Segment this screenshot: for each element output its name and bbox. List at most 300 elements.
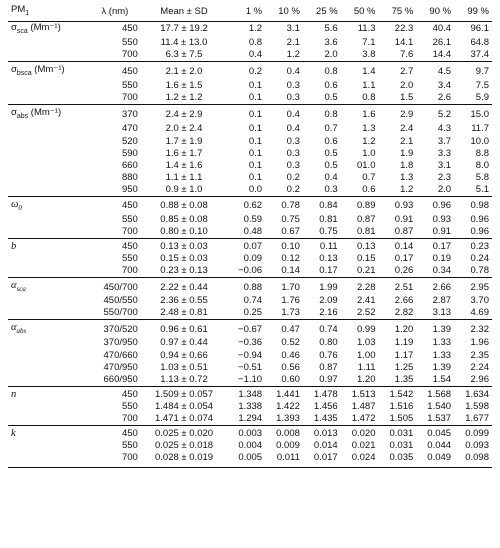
percentile-p1-cell: 0.07: [227, 239, 265, 254]
variable-cell: [8, 253, 89, 265]
percentile-p90-cell: 1.33: [432, 337, 452, 349]
percentile-p1-cell: 1.294: [238, 412, 263, 424]
percentile-p1-cell: 0.8: [248, 37, 263, 49]
wavelength-cell: 370: [89, 105, 141, 123]
wavelength-cell: 700: [121, 265, 138, 277]
percentile-p75-cell: 1.25: [394, 361, 414, 373]
percentile-p10-cell: 0.46: [281, 349, 300, 361]
percentile-p1-cell: 0.1: [248, 80, 263, 92]
mean-sd-cell: 1.7 ± 1.9: [165, 135, 203, 147]
mean-sd-cell: 0.80 ± 0.10: [160, 226, 208, 238]
table-row: [8, 349, 492, 361]
percentile-p10-cell: 0.3: [286, 135, 300, 147]
wavelength-cell: 450: [89, 386, 141, 401]
percentile-p1-cell: 0.1: [248, 159, 263, 171]
table-header: [8, 3, 492, 21]
percentile-p50-cell: 01.0: [356, 159, 376, 171]
percentile-p10-cell: 1.73: [281, 307, 300, 319]
table-row: [8, 265, 492, 278]
percentile-p99-cell: 0.23: [454, 239, 492, 254]
percentile-p99-cell: 0.78: [470, 265, 489, 277]
wavelength-cell: 550: [121, 37, 138, 49]
percentile-p25-cell: 1.478: [303, 386, 341, 401]
percentile-p10-cell: 0.2: [286, 183, 300, 195]
percentile-p99-cell: 0.098: [454, 452, 492, 468]
percentile-p75-cell: 2.82: [394, 307, 414, 319]
variable-subscript: 0: [18, 203, 22, 212]
mean-sd-cell: 0.9 ± 1.0: [165, 183, 203, 195]
percentile-p75-cell: 1.8: [400, 159, 414, 171]
percentile-p10-cell: 1.393: [276, 412, 300, 424]
percentile-p10-cell: 1.441: [265, 386, 303, 401]
mean-sd-cell: 2.4 ± 2.9: [141, 105, 227, 123]
percentile-p25-cell: 1.99: [303, 278, 341, 296]
percentile-p90-cell: 40.4: [432, 23, 452, 35]
percentile-p25-cell: 0.5: [324, 92, 338, 104]
mean-sd-cell: 2.0 ± 2.4: [165, 123, 203, 135]
percentile-p50-cell: 7.1: [362, 37, 376, 49]
wavelength-cell: 700: [121, 49, 138, 61]
wavelength-cell: 550: [121, 253, 138, 265]
table-row: [8, 362, 492, 374]
percentile-p10-cell: 1.422: [276, 400, 300, 412]
percentile-p75-cell: 2.4: [400, 123, 414, 135]
percentile-p90-cell: 2.3: [437, 171, 452, 183]
percentile-p25-cell: 0.6: [324, 135, 338, 147]
percentile-p1-cell: −0.67: [227, 320, 265, 338]
percentile-p10-cell: 0.56: [281, 361, 300, 373]
percentile-p99-cell: 37.4: [470, 49, 489, 61]
percentile-p1-cell: −1.10: [238, 373, 263, 385]
table-row: [8, 278, 492, 296]
variable-cell: [8, 37, 89, 49]
percentile-p50-cell: 1.00: [356, 349, 376, 361]
table-row: [8, 425, 492, 440]
percentile-p99-cell: 15.0: [454, 105, 492, 123]
variable-cell: [8, 123, 89, 135]
table-row: [8, 413, 492, 426]
percentile-p10-cell: 2.1: [286, 37, 300, 49]
mean-sd-cell: 1.6 ± 1.5: [165, 80, 203, 92]
table-row: [8, 320, 492, 338]
percentile-p99-cell: 8.8: [475, 147, 489, 159]
percentile-p10-cell: 0.75: [281, 213, 300, 225]
wavelength-cell: 450: [89, 239, 141, 254]
table-row: [8, 440, 492, 452]
mean-sd-cell: 0.13 ± 0.03: [141, 239, 227, 254]
wavelength-cell: 550: [121, 400, 138, 412]
percentile-p90-cell: 1.568: [416, 386, 454, 401]
percentile-p75-cell: 0.17: [394, 253, 414, 265]
percentile-p99-cell: 0.98: [454, 196, 492, 214]
header-row: [8, 3, 492, 21]
mean-sd-cell: 2.36 ± 0.55: [160, 295, 208, 307]
wavelength-cell: 450: [89, 425, 141, 440]
percentile-p90-cell: 4.5: [416, 62, 454, 80]
variable-cell: [8, 62, 89, 80]
percentile-p90-cell: 2.6: [437, 92, 452, 104]
percentile-p75-cell: 0.035: [378, 452, 416, 468]
table-row: [8, 239, 492, 254]
variable-cell: [8, 105, 89, 123]
table-row: [8, 196, 492, 214]
percentile-p75-cell: 1.19: [394, 337, 414, 349]
variable-cell: [8, 374, 89, 387]
percentile-p10-cell: 0.011: [265, 452, 303, 468]
wavelength-cell: 470/950: [103, 361, 138, 373]
mean-sd-cell: 0.96 ± 0.61: [141, 320, 227, 338]
table-row: [8, 253, 492, 265]
percentile-p75-cell: 2.9: [378, 105, 416, 123]
percentile-p25-cell: 5.6: [324, 23, 338, 35]
table-row: [8, 452, 492, 468]
percentile-p75-cell: 14.1: [394, 37, 414, 49]
wavelength-cell: 520: [121, 135, 138, 147]
wavelength-cell: 590: [121, 147, 138, 159]
header-variable: $PM_1$: [8, 3, 89, 21]
mean-sd-cell: 1.1 ± 1.1: [165, 171, 203, 183]
percentile-p25-cell: 0.84: [303, 196, 341, 214]
wavelength-cell: 550: [121, 439, 138, 451]
variable-cell: [8, 440, 89, 452]
percentile-p99-cell: 4.69: [470, 307, 489, 319]
percentile-p1-cell: 0.4: [248, 49, 263, 61]
header-p1: 1 %: [227, 3, 265, 21]
percentile-p10-cell: 0.67: [281, 226, 300, 238]
percentile-p90-cell: 2.0: [437, 183, 452, 195]
percentile-p25-cell: 0.80: [319, 337, 338, 349]
table-row: [8, 135, 492, 147]
table-row: [8, 295, 492, 307]
table-row: [8, 184, 492, 197]
percentile-p25-cell: 0.76: [319, 349, 338, 361]
percentile-p75-cell: 2.0: [400, 80, 414, 92]
percentile-p25-cell: 2.16: [319, 307, 338, 319]
percentile-p50-cell: 1.3: [362, 123, 376, 135]
percentile-p50-cell: 0.6: [362, 183, 376, 195]
variable-symbol: σ: [11, 107, 17, 119]
percentile-p25-cell: 0.81: [319, 213, 338, 225]
percentile-p50-cell: 0.99: [341, 320, 379, 338]
percentile-p1-cell: −0.06: [238, 265, 263, 277]
mean-sd-cell: 0.23 ± 0.13: [160, 265, 208, 277]
percentile-p90-cell: 0.91: [432, 226, 452, 238]
percentile-p99-cell: 2.24: [470, 361, 489, 373]
percentile-p50-cell: 0.024: [341, 452, 379, 468]
table-row: [8, 105, 492, 123]
variable-cell: [8, 386, 89, 401]
table-row: [8, 92, 492, 105]
variable-subscript: sca: [16, 27, 28, 35]
percentile-p99-cell: 1.598: [465, 400, 489, 412]
percentile-p10-cell: 0.4: [286, 123, 300, 135]
wavelength-cell: 450: [121, 23, 138, 35]
variable-cell: [8, 452, 89, 468]
percentile-p99-cell: 64.8: [470, 37, 489, 49]
wavelength-cell: 880: [121, 171, 138, 183]
percentile-p25-cell: 0.87: [319, 361, 338, 373]
variable-subscript: abs: [16, 327, 27, 336]
header-p10: 10 %: [265, 3, 303, 21]
percentile-p75-cell: 1.2: [400, 183, 414, 195]
percentile-p75-cell: 0.031: [378, 425, 416, 440]
percentile-p25-cell: 0.5: [324, 159, 338, 171]
percentile-p1-cell: −0.51: [238, 361, 263, 373]
percentile-p50-cell: 2.52: [356, 307, 376, 319]
percentile-p90-cell: 1.33: [432, 349, 452, 361]
wavelength-cell: 550: [121, 80, 138, 92]
percentile-p99-cell: 11.7: [471, 123, 489, 135]
wavelength-cell: 450/550: [103, 295, 138, 307]
percentile-p90-cell: 0.34: [432, 265, 452, 277]
percentile-p90-cell: 1.54: [432, 373, 452, 385]
percentile-p1-cell: 0.0: [248, 183, 263, 195]
percentile-p25-cell: 3.6: [324, 37, 338, 49]
table-body: [8, 21, 492, 467]
variable-label: [11, 64, 65, 78]
variable-label: [11, 322, 27, 336]
percentile-p99-cell: 0.099: [454, 425, 492, 440]
table-row: [8, 148, 492, 160]
wavelength-cell: 550: [121, 213, 138, 225]
mean-sd-cell: 0.88 ± 0.08: [141, 196, 227, 214]
wavelength-cell: 700: [121, 412, 138, 424]
wavelength-cell: 660/950: [103, 373, 138, 385]
percentile-p75-cell: 1.9: [400, 147, 414, 159]
percentile-p50-cell: 0.8: [362, 92, 376, 104]
variable-cell: [8, 160, 89, 172]
percentile-p10-cell: 1.70: [265, 278, 303, 296]
percentile-p25-cell: 0.017: [303, 452, 341, 468]
percentile-p90-cell: 0.045: [416, 425, 454, 440]
percentile-p1-cell: 0.003: [227, 425, 265, 440]
percentile-p50-cell: 0.7: [362, 171, 376, 183]
percentile-p75-cell: 0.031: [389, 439, 414, 451]
table-row: [8, 226, 492, 239]
percentile-p25-cell: 1.456: [313, 400, 338, 412]
percentile-p75-cell: 7.6: [400, 49, 414, 61]
variable-symbol: k: [11, 427, 16, 439]
percentile-p25-cell: 0.74: [303, 320, 341, 338]
percentile-p25-cell: 2.0: [324, 49, 338, 61]
percentile-p90-cell: 1.537: [427, 412, 452, 424]
percentile-p10-cell: 0.2: [286, 171, 300, 183]
wavelength-cell: 470/660: [103, 349, 138, 361]
percentile-p75-cell: 1.516: [389, 400, 414, 412]
mean-sd-cell: 1.03 ± 0.51: [160, 361, 208, 373]
mean-sd-cell: 0.94 ± 0.66: [160, 349, 208, 361]
percentile-p99-cell: 0.96: [470, 226, 489, 238]
percentile-p75-cell: 1.542: [378, 386, 416, 401]
percentile-p1-cell: −0.36: [238, 337, 263, 349]
percentile-p50-cell: 1.03: [356, 337, 376, 349]
percentile-p99-cell: 2.95: [454, 278, 492, 296]
table-row: [8, 337, 492, 349]
percentile-p99-cell: 5.1: [475, 183, 489, 195]
variable-subscript: sca: [16, 285, 26, 294]
percentile-p99-cell: 9.7: [454, 62, 492, 80]
percentile-p90-cell: 3.1: [437, 159, 452, 171]
percentile-p1-cell: 0.2: [227, 62, 265, 80]
percentile-p50-cell: 3.8: [362, 49, 376, 61]
mean-sd-cell: 1.2 ± 1.2: [165, 92, 203, 104]
percentile-p75-cell: 0.87: [394, 226, 414, 238]
mean-sd-cell: 2.22 ± 0.44: [141, 278, 227, 296]
wavelength-cell: 660: [121, 159, 138, 171]
percentile-p75-cell: 1.505: [389, 412, 414, 424]
percentile-p50-cell: 1.1: [362, 80, 376, 92]
header-p50: 50 %: [341, 3, 379, 21]
percentile-p50-cell: 0.15: [356, 253, 376, 265]
percentile-p75-cell: 0.26: [394, 265, 414, 277]
percentile-p10-cell: 0.008: [265, 425, 303, 440]
percentile-p25-cell: 0.8: [303, 105, 341, 123]
percentile-p99-cell: 1.677: [465, 412, 489, 424]
wavelength-cell: 450: [89, 62, 141, 80]
percentile-p75-cell: 0.14: [378, 239, 416, 254]
percentile-p10-cell: 0.3: [286, 147, 300, 159]
variable-unit: (Mm⁻¹): [28, 107, 62, 119]
header-p99: 99 %: [454, 3, 492, 21]
percentile-p25-cell: 0.6: [324, 80, 338, 92]
mean-sd-cell: 1.471 ± 0.074: [155, 412, 214, 424]
percentile-p25-cell: 0.4: [324, 171, 338, 183]
mean-sd-cell: 0.85 ± 0.08: [160, 213, 208, 225]
variable-cell: [8, 265, 89, 278]
mean-sd-cell: 17.7 ± 19.2: [160, 23, 208, 35]
percentile-p99-cell: 5.9: [475, 92, 489, 104]
percentile-p1-cell: 1.2: [248, 23, 263, 35]
percentile-p1-cell: 1.348: [227, 386, 265, 401]
percentile-p50-cell: 2.41: [356, 295, 376, 307]
percentile-p1-cell: 0.09: [243, 253, 263, 265]
percentile-p1-cell: 1.338: [238, 400, 263, 412]
percentile-p99-cell: 0.093: [465, 439, 489, 451]
percentile-p1-cell: 0.88: [227, 278, 265, 296]
variable-cell: [8, 80, 89, 92]
percentile-p50-cell: 0.87: [356, 213, 376, 225]
percentile-p1-cell: 0.25: [243, 307, 263, 319]
percentile-p25-cell: 0.8: [303, 62, 341, 80]
table-row: [8, 49, 492, 62]
percentile-p90-cell: 2.66: [416, 278, 454, 296]
percentile-p10-cell: 3.1: [286, 23, 300, 35]
variable-cell: [8, 135, 89, 147]
percentile-p25-cell: 0.014: [313, 439, 338, 451]
header-wavelength: λ (nm): [89, 3, 141, 21]
wavelength-cell: 470: [121, 123, 138, 135]
table-row: [8, 374, 492, 387]
percentile-p75-cell: 1.5: [400, 92, 414, 104]
percentile-p10-cell: 0.4: [265, 105, 303, 123]
percentile-p1-cell: −0.94: [238, 349, 263, 361]
percentile-p50-cell: 1.2: [362, 135, 376, 147]
percentile-p99-cell: 5.8: [475, 171, 489, 183]
variable-cell: [8, 21, 89, 37]
variable-symbol: σ: [11, 64, 17, 76]
variable-label: [11, 107, 62, 121]
percentile-p75-cell: 1.20: [378, 320, 416, 338]
percentile-p50-cell: 1.472: [351, 412, 376, 424]
percentile-p1-cell: 0.1: [227, 105, 265, 123]
variable-cell: [8, 295, 89, 307]
variable-symbol: α: [11, 280, 17, 292]
variable-label: [11, 389, 16, 400]
percentile-p50-cell: 1.513: [341, 386, 379, 401]
wavelength-cell: 370/520: [89, 320, 141, 338]
percentile-p50-cell: 0.81: [356, 226, 376, 238]
percentile-p25-cell: 0.013: [303, 425, 341, 440]
variable-cell: [8, 425, 89, 440]
percentile-p99-cell: 10.0: [470, 135, 489, 147]
percentile-p99-cell: 2.96: [470, 373, 489, 385]
wavelength-cell: 550/700: [103, 307, 138, 319]
wavelength-cell: 700: [121, 226, 138, 238]
percentile-p75-cell: 0.91: [394, 213, 414, 225]
variable-symbol: n: [11, 388, 17, 400]
percentile-p10-cell: 0.47: [265, 320, 303, 338]
percentile-p10-cell: 0.52: [281, 337, 300, 349]
table-row: [8, 214, 492, 226]
percentile-p50-cell: 1.0: [362, 147, 376, 159]
percentile-p10-cell: 0.12: [281, 253, 300, 265]
percentile-p99-cell: 1.634: [454, 386, 492, 401]
wavelength-cell: 700: [121, 92, 138, 104]
percentile-p10-cell: 0.009: [276, 439, 300, 451]
percentile-p90-cell: 2.87: [432, 295, 452, 307]
percentile-p50-cell: 0.13: [341, 239, 379, 254]
percentile-p10-cell: 0.3: [286, 80, 300, 92]
percentile-p90-cell: 3.7: [437, 135, 452, 147]
percentile-p10-cell: 0.14: [281, 265, 300, 277]
mean-sd-cell: 2.48 ± 0.81: [160, 307, 208, 319]
percentile-p50-cell: 1.20: [356, 373, 376, 385]
variable-symbol: α: [11, 322, 17, 334]
mean-sd-cell: 2.1 ± 2.0: [141, 62, 227, 80]
percentile-p1-cell: 0.62: [227, 196, 265, 214]
percentile-p90-cell: 5.2: [416, 105, 454, 123]
percentile-p90-cell: 14.4: [432, 49, 452, 61]
percentile-p99-cell: 2.35: [470, 349, 489, 361]
percentile-p50-cell: 0.89: [341, 196, 379, 214]
mean-sd-cell: 0.028 ± 0.019: [141, 452, 227, 468]
mean-sd-cell: 1.4 ± 1.6: [165, 159, 203, 171]
variable-symbol: ω: [11, 198, 19, 210]
percentile-p90-cell: 1.39: [432, 361, 452, 373]
mean-sd-cell: 1.6 ± 1.7: [165, 147, 203, 159]
mean-sd-cell: 0.025 ± 0.018: [155, 439, 214, 451]
mean-sd-cell: 1.484 ± 0.054: [155, 400, 214, 412]
percentile-p1-cell: 0.48: [243, 226, 263, 238]
percentile-p75-cell: 1.3: [400, 171, 414, 183]
variable-cell: [8, 278, 89, 296]
percentile-p99-cell: 3.70: [470, 295, 489, 307]
mean-sd-cell: 0.025 ± 0.020: [141, 425, 227, 440]
mean-sd-cell: 0.97 ± 0.44: [160, 337, 208, 349]
mean-sd-cell: 0.15 ± 0.03: [160, 253, 208, 265]
statistics-table: [8, 3, 492, 468]
percentile-p90-cell: 3.4: [437, 80, 452, 92]
variable-cell: [8, 320, 89, 338]
variable-cell: [8, 307, 89, 320]
percentile-p50-cell: 0.020: [341, 425, 379, 440]
variable-cell: [8, 214, 89, 226]
percentile-p75-cell: 22.3: [394, 23, 414, 35]
percentile-p1-cell: 0.74: [243, 295, 263, 307]
percentile-p99-cell: 96.1: [470, 23, 489, 35]
percentile-p25-cell: 0.97: [319, 373, 338, 385]
percentile-p75-cell: 2.1: [400, 135, 414, 147]
